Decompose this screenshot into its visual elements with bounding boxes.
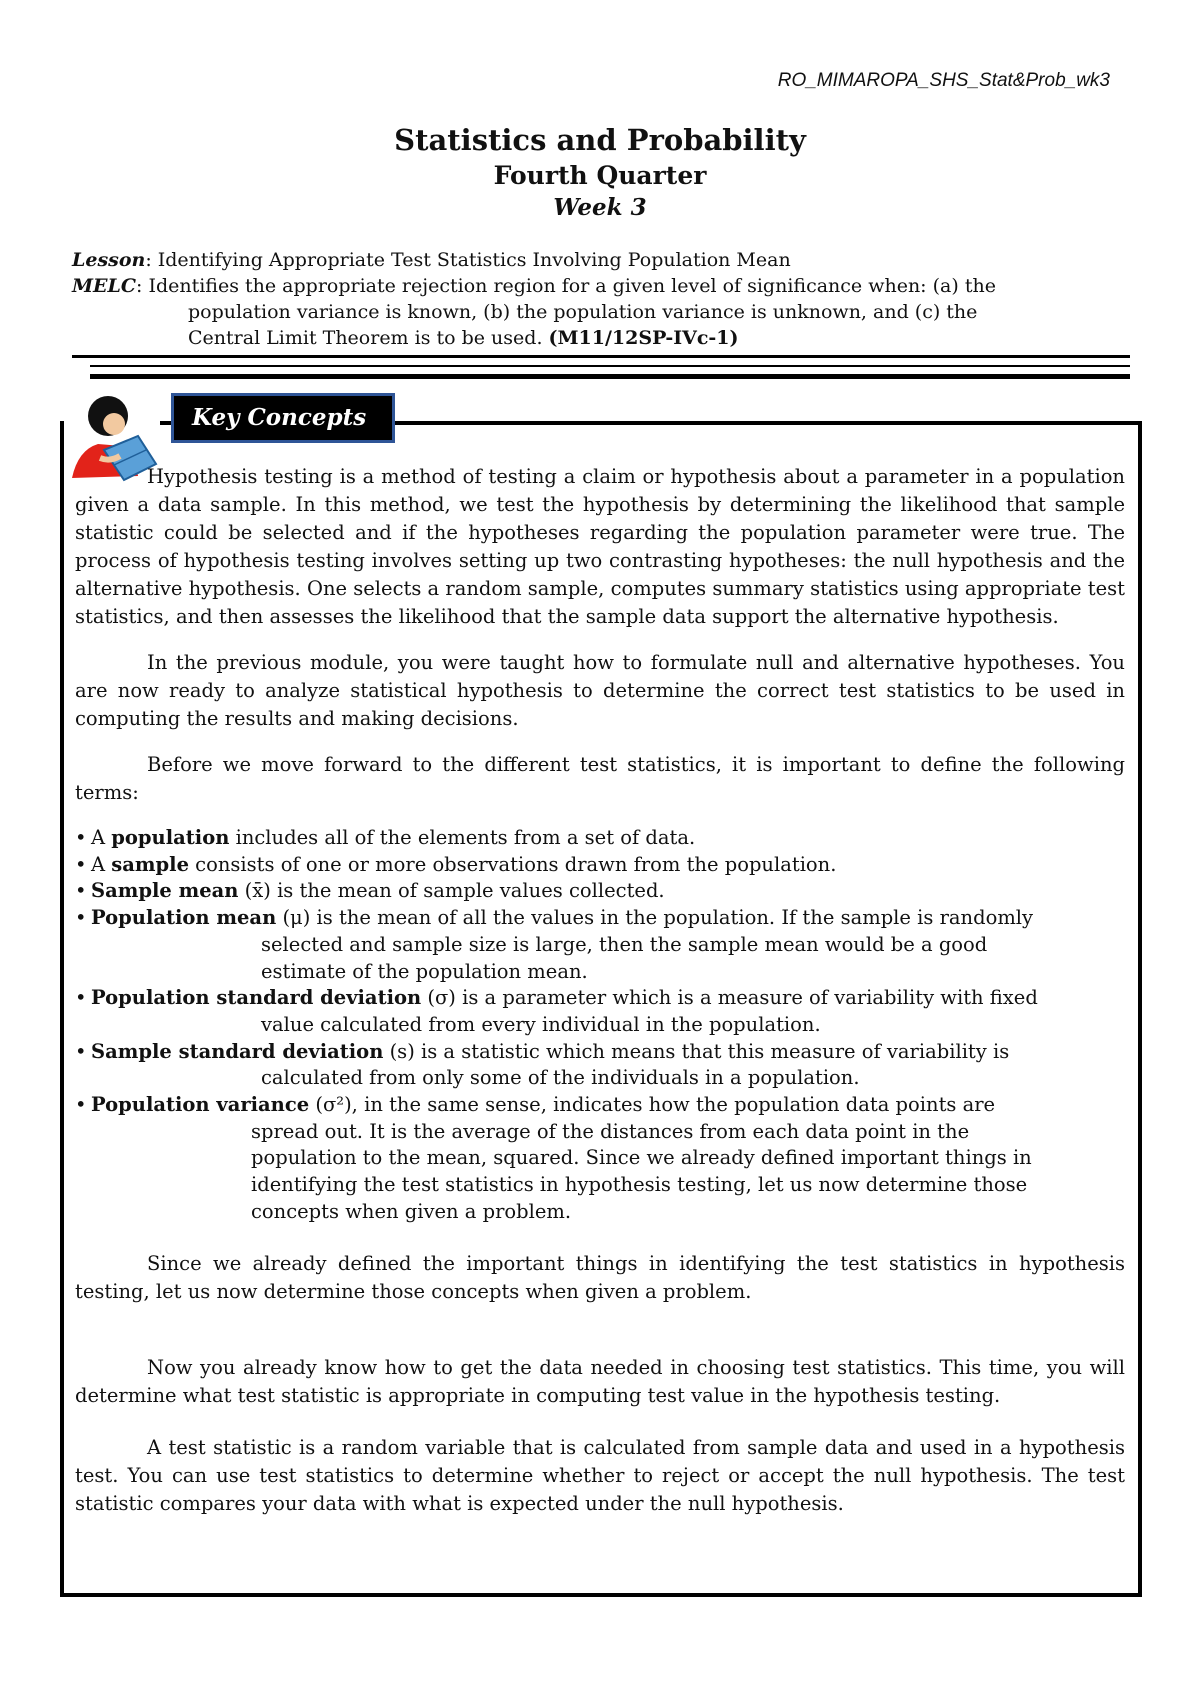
melc-text-2: population variance is known, (b) the population variance is unknown, and (c) the <box>188 301 978 323</box>
subject-title: Statistics and Probability <box>394 123 806 157</box>
melc-text-1: : Identifies the appropriate rejection region for a given level of significance when: (a) the <box>136 275 996 297</box>
paragraph-5: Now you already know how to get the data needed in choosing test statistics. This time, you will determine what test statistic is appropriate in computing test value in the hypothesis testing. <box>75 1355 1125 1407</box>
list-item: • A population includes all of the elements from a set of data. <box>75 825 1125 852</box>
melc-label: MELC <box>72 275 136 297</box>
melc-code: (M11/12SP-IVc-1) <box>548 327 739 349</box>
melc-line <box>72 273 1132 299</box>
lesson-block <box>72 247 1132 351</box>
paragraph-3: Before we move forward to the different test statistics, it is important to define the following terms: <box>75 753 1125 804</box>
divider-thick <box>90 374 1130 379</box>
divider-thin-2 <box>90 365 1130 367</box>
term-population-variance: Population variance <box>91 1093 310 1117</box>
list-item: • Sample mean (x̄) is the mean of sample values collected. <box>75 878 1125 905</box>
key-concepts-tab: Key Concepts <box>171 393 395 443</box>
divider-thin <box>72 355 1130 358</box>
document-code: RO_MIMAROPA_SHS_Stat&Prob_wk3 <box>777 70 1110 91</box>
lesson-label: Lesson <box>72 249 146 271</box>
term-population: population <box>111 826 230 849</box>
list-item: • Population variance (σ²), in the same sense, indicates how the population data points are spread out. It is the average of the distances from each data point in the population to the mean, squared. Since we already defined important things in identifying the test statistics in hypothesis testing, let us now determine those concepts when given a problem. <box>75 1092 1125 1226</box>
paragraph-4: Since we already defined the important things in identifying the test statistics in hypothesis testing, let us now determine those concepts when given a problem. <box>75 1251 1125 1303</box>
term-population-mean: Population mean <box>91 906 277 930</box>
week-title: Week 3 <box>553 194 647 221</box>
term-sample-mean: Sample mean <box>91 879 239 903</box>
paragraph-6: A test statistic is a random variable that is calculated from sample data and used in a hypothesis test. You can use test statistics to determine whether to reject or accept the null hypothesis. The test statistic compares your data with what is expected under the null hypothesis. <box>75 1435 1125 1515</box>
term-sample-sd: Sample standard deviation <box>91 1039 384 1063</box>
list-item: • Population mean (μ) is the mean of all the values in the population. If the sample is randomly selected and sample size is large, then the sample mean would be a good estimate of the population mean. <box>75 905 1125 985</box>
terms-list <box>75 825 1125 1226</box>
lesson-line <box>72 247 1132 273</box>
quarter-title: Fourth Quarter <box>493 161 707 190</box>
list-item: • A sample consists of one or more observations drawn from the population. <box>75 852 1125 879</box>
key-concepts-content <box>75 463 1125 1518</box>
melc-line-3 <box>72 325 1132 351</box>
paragraph-1: Hypothesis testing is a method of testing a claim or hypothesis about a parameter in a population given a data sample. In this method, we test the hypothesis by determining the likelihood that sample statistic could be selected and if the hypotheses regarding the population parameter were true. The process of hypothesis testing involves setting up two contrasting hypotheses: the null hypothesis and the alternative hypothesis. One selects a random sample, computes summary statistics using appropriate test statistics, and then assesses the likelihood that the sample data support the alternative hypothesis. <box>75 465 1125 628</box>
list-item: • Sample standard deviation (s) is a statistic which means that this measure of variability is calculated from only some of the individuals in a population. <box>75 1039 1125 1092</box>
paragraph-2: In the previous module, you were taught how to formulate null and alternative hypotheses. You are now ready to analyze statistical hypothesis to determine the correct test statistics to be used in computing the results and making decisions. <box>75 651 1125 730</box>
term-population-sd: Population standard deviation <box>91 986 422 1010</box>
list-item: • Population standard deviation (σ) is a parameter which is a measure of variability with fixed value calculated from every individual in the population. <box>75 985 1125 1038</box>
lesson-text: : Identifying Appropriate Test Statistics Involving Population Mean <box>145 249 791 271</box>
term-sample: sample <box>111 852 189 876</box>
melc-text-3: Central Limit Theorem is to be used. <box>188 327 543 349</box>
